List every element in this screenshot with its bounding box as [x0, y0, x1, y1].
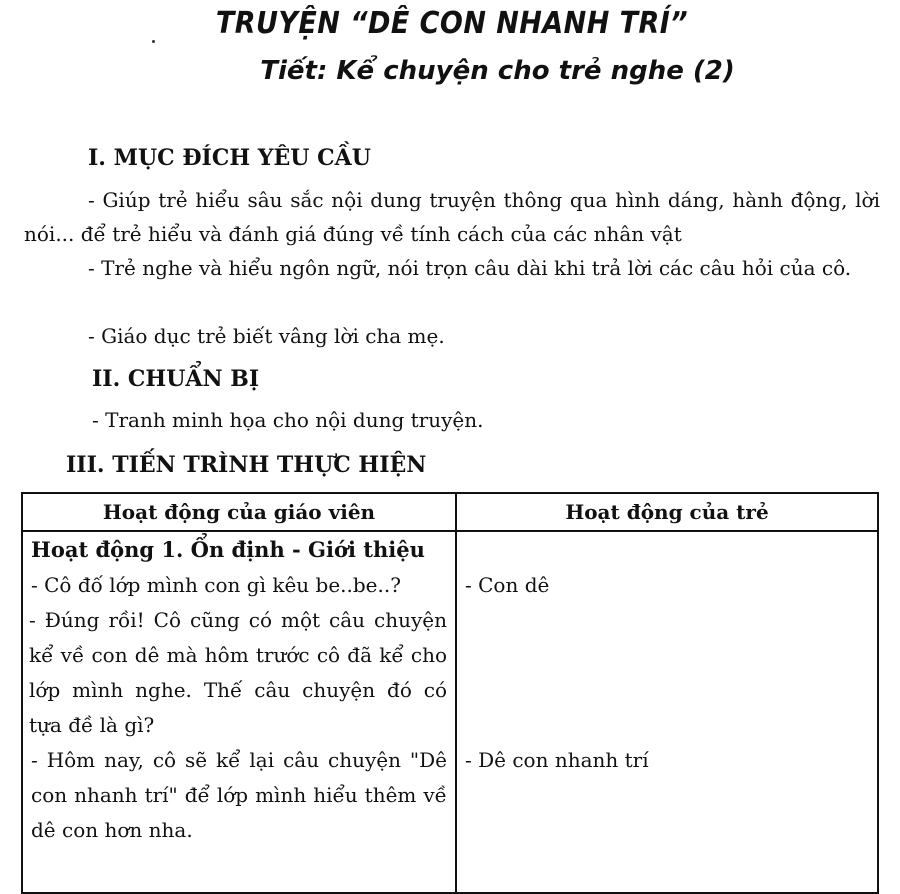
teacher-activity-cell [22, 531, 456, 893]
child-activity-cell [456, 531, 878, 893]
header-child-activity: Hoạt động của trẻ [456, 493, 878, 531]
teacher-lines [29, 568, 447, 848]
teacher-line: - Cô đố lớp mình con gì kêu be..be..? [31, 573, 401, 597]
story-title: TRUYỆN “DÊ CON NHANH TRÍ” [215, 6, 689, 41]
goal-item-2: - Trẻ nghe và hiểu ngôn ngữ, nói trọn câu dài khi trả lời các câu hỏi của cô. [88, 256, 852, 280]
goal-item-3: - Giáo dục trẻ biết vâng lời cha mẹ. [88, 324, 445, 348]
teacher-line: - Đúng rồi! Cô cũng có một câu chuyện kể về con dê mà hôm trước cô đã kể cho lớp mình nghe. Thế câu chuyện đó có tựa đề là gì? [29, 608, 447, 737]
table-row [22, 531, 878, 893]
teacher-line: - Hôm nay, cô sẽ kể lại câu chuyện "Dê con nhanh trí" để lớp mình hiểu thêm về dê con hơn nha. [31, 748, 447, 842]
section-heading-preparation: II. CHUẨN BỊ [92, 366, 260, 392]
lesson-subtitle: Tiết: Kể chuyện cho trẻ nghe (2) [260, 56, 735, 86]
child-answer: - Con dê [465, 573, 550, 597]
child-answer: - Dê con nhanh trí [465, 748, 649, 772]
section-heading-goals: I. MỤC ĐÍCH YÊU CẦU [88, 145, 371, 171]
section-heading-process: III. TIẾN TRÌNH THỰC HIỆN [66, 452, 427, 478]
preparation-item-1: - Tranh minh họa cho nội dung truyện. [92, 408, 484, 432]
table-header-row [22, 493, 878, 531]
header-teacher-activity: Hoạt động của giáo viên [22, 493, 456, 531]
goal-item-1: - Giúp trẻ hiểu sâu sắc nội dung truyện thông qua hình dáng, hành động, lời nói... để trẻ hiểu và đánh giá đúng về tính cách của các nhân vật [24, 188, 880, 246]
activity-title: Hoạt động 1. Ổn định - Giới thiệu [31, 537, 425, 562]
activities-table [21, 492, 879, 894]
